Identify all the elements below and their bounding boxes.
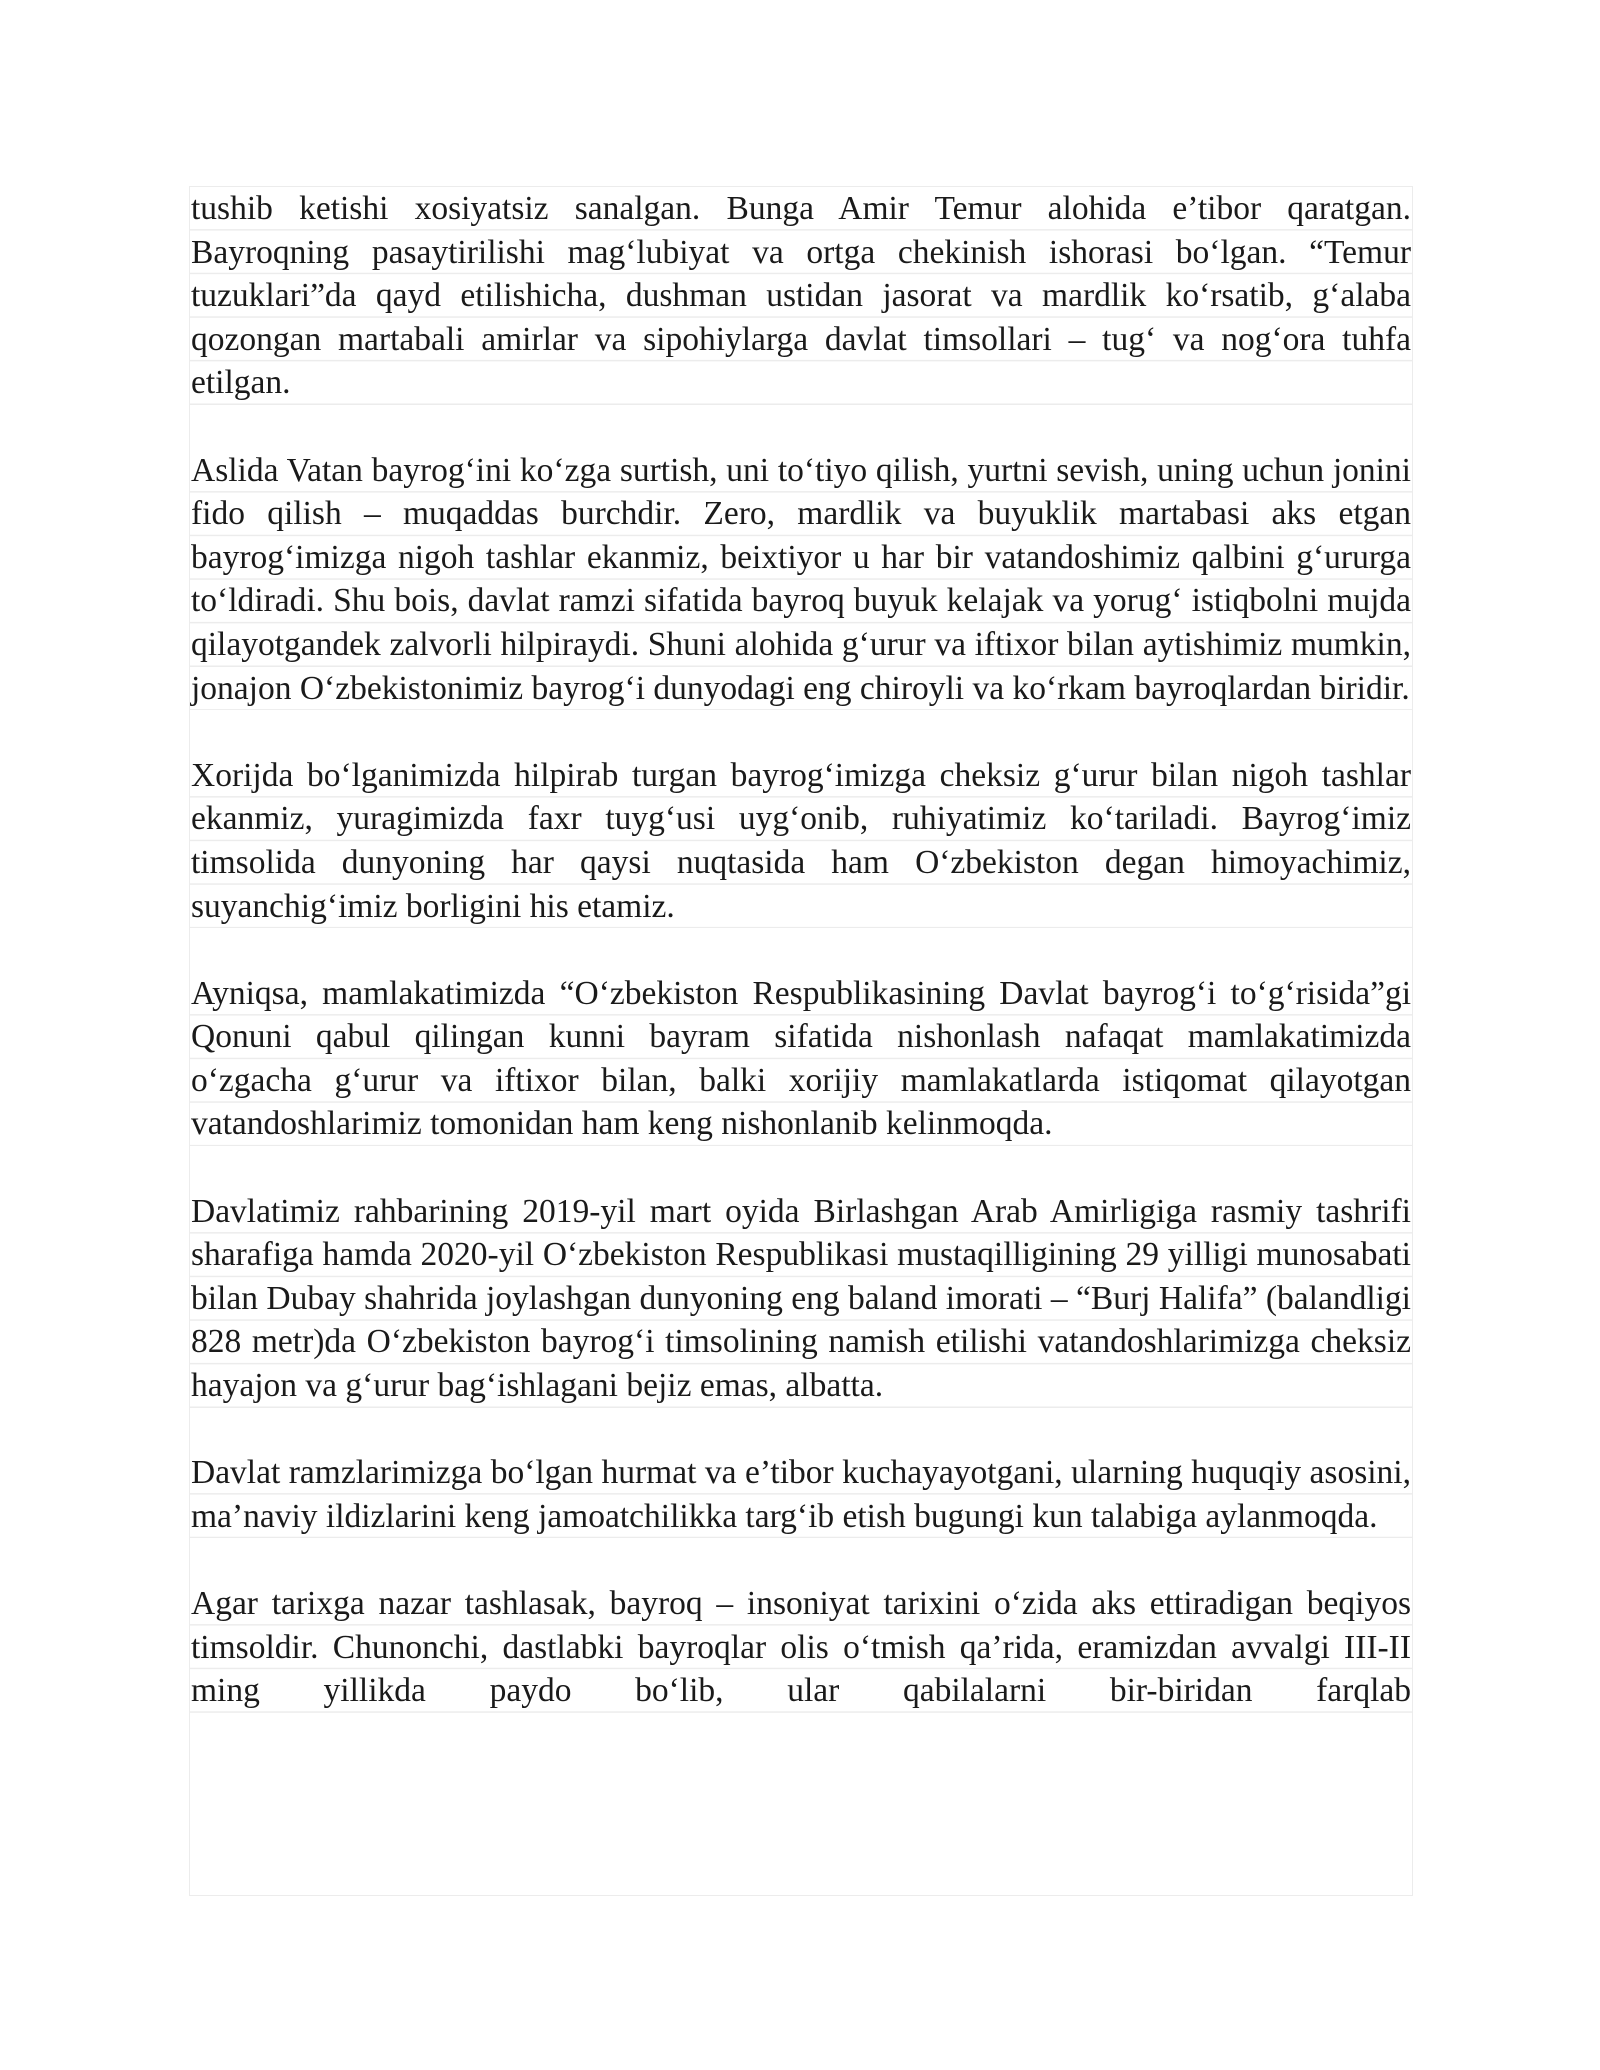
paragraph-7: Agar tarixga nazar tashlasak, bayroq – insoniyat tarixini o‘zida aks ettiradigan beqiyos timsoldir. Chunonchi, dastlabki bayroqlar olis o‘tmish qa’rida, eramizdan avvalgi III-II ming yillikda paydo bo‘lib, ular qabilalarni bir-biridan farqlab (190, 1582, 1412, 1713)
body-text (189, 186, 1413, 1896)
paragraph-3: Xorijda bo‘lganimizda hilpirab turgan bayrog‘imizga cheksiz g‘urur bilan nigoh tashlar ekanmiz, yuragimizda faxr tuyg‘usi uyg‘onib, ruhiyatimiz ko‘tariladi. Bayrog‘imiz timsolida dunyoning har qaysi nuqtasida ham O‘zbekiston degan himoyachimiz, suyanchig‘imiz borligini his etamiz. (190, 754, 1412, 928)
paragraph-6: Davlat ramzlarimizga bo‘lgan hurmat va e’tibor kuchayayotgani, ularning huquqiy asosini, ma’naviy ildizlarini keng jamoatchilikka targ‘ib etish bugungi kun talabiga aylanmoqda. (190, 1451, 1412, 1538)
paragraph-1: tushib ketishi xosiyatsiz sanalgan. Bunga Amir Temur alohida e’tibor qaratgan. Bayroqning pasaytirilishi mag‘lubiyat va ortga chekinish ishorasi bo‘lgan. “Temur tuzuklari”da qayd etilishicha, dushman ustidan jasorat va mardlik ko‘rsatib, g‘alaba qozongan martabali amirlar va sipohiylarga davlat timsollari – tug‘ va nog‘ora tuhfa etilgan. (190, 187, 1412, 405)
paragraph-2: Aslida Vatan bayrog‘ini ko‘zga surtish, uni to‘tiyo qilish, yurtni sevish, uning uchun jonini fido qilish – muqaddas burchdir. Zero, mardlik va buyuklik martabasi aks etgan bayrog‘imizga nigoh tashlar ekanmiz, beixtiyor u har bir vatandoshimiz qalbini g‘ururga to‘ldiradi. Shu bois, davlat ramzi sifatida bayroq buyuk kelajak va yorug‘ istiqbolni mujda qilayotgandek zalvorli hilpiraydi. Shuni alohida g‘urur va iftixor bilan aytishimiz mumkin, jonajon O‘zbekistonimiz bayrog‘i dunyodagi eng chiroyli va ko‘rkam bayroqlardan biridir. (190, 449, 1412, 711)
paragraph-5: Davlatimiz rahbarining 2019-yil mart oyida Birlashgan Arab Amirligiga rasmiy tashrifi sharafiga hamda 2020-yil O‘zbekiston Respublikasi mustaqilligining 29 yilligi munosabati bilan Dubay shahrida joylashgan dunyoning eng baland imorati – “Burj Halifa” (balandligi 828 metr)da O‘zbekiston bayrog‘i timsolining namish etilishi vatandoshlarimizga cheksiz hayajon va g‘urur bag‘ishlagani bejiz emas, albatta. (190, 1190, 1412, 1408)
paragraph-4: Ayniqsa, mamlakatimizda “O‘zbekiston Respublikasining Davlat bayrog‘i to‘g‘risida”gi Qonuni qabul qilingan kunni bayram sifatida nishonlash nafaqat mamlakatimizda o‘zgacha g‘urur va iftixor bilan, balki xorijiy mamlakatlarda istiqomat qilayotgan vatandoshlarimiz tomonidan ham keng nishonlanib kelinmoqda. (190, 972, 1412, 1146)
